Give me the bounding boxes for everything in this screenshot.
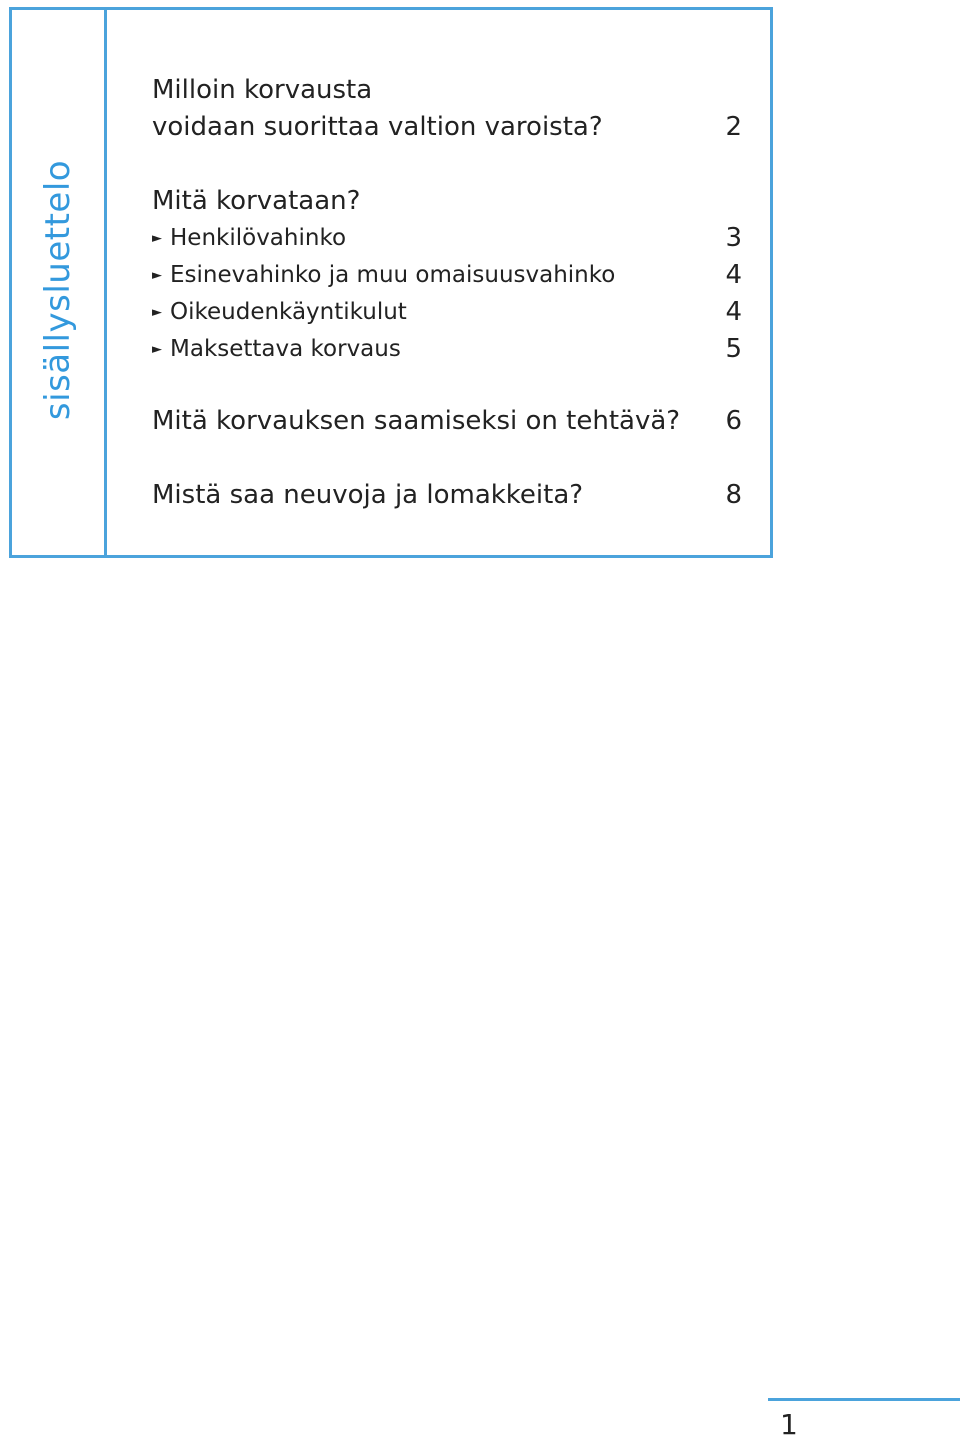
toc-page-number: 8 [725,480,742,510]
arrow-right-icon: ► [152,231,162,246]
toc-subitem-label: Oikeudenkäyntikulut [170,299,407,325]
toc-entry-label: voidaan suorittaa valtion varoista? [152,112,603,142]
toc-page-number: 2 [725,112,742,142]
toc-subitem[interactable] [152,220,742,257]
page-number: 1 [780,1408,798,1441]
toc-subitem-label: Maksettava korvaus [170,336,401,362]
toc-entry-label: Mitä korvataan? [152,186,361,216]
toc-frame [9,7,773,558]
toc-sidebar [12,10,107,555]
footer-rule [768,1398,960,1401]
toc-page-number: 4 [725,297,742,327]
toc-title: sisällysluettelo [38,159,78,421]
toc-page-number: 5 [725,334,742,364]
arrow-right-icon: ► [152,305,162,320]
toc-entry-eligibility[interactable] [152,72,742,146]
toc-page-number: 3 [725,223,742,253]
toc-page-number: 6 [725,406,742,436]
arrow-right-icon: ► [152,342,162,357]
toc-content [152,10,742,555]
toc-subitem-label: Esinevahinko ja muu omaisuusvahinko [170,262,616,288]
arrow-right-icon: ► [152,268,162,283]
toc-entry-procedure[interactable] [152,403,742,440]
toc-entry-label: Mitä korvauksen saamiseksi on tehtävä? [152,406,681,436]
toc-entry-label: Mistä saa neuvoja ja lomakkeita? [152,480,584,510]
toc-subitem-label: Henkilövahinko [170,225,347,251]
toc-entry-advice[interactable] [152,477,742,514]
toc-subitem[interactable] [152,294,742,331]
toc-subitem[interactable] [152,257,742,294]
toc-subitem[interactable] [152,331,742,368]
toc-entry-coverage[interactable] [152,183,742,220]
toc-page-number: 4 [725,260,742,290]
toc-entry-label: Milloin korvausta [152,75,373,105]
